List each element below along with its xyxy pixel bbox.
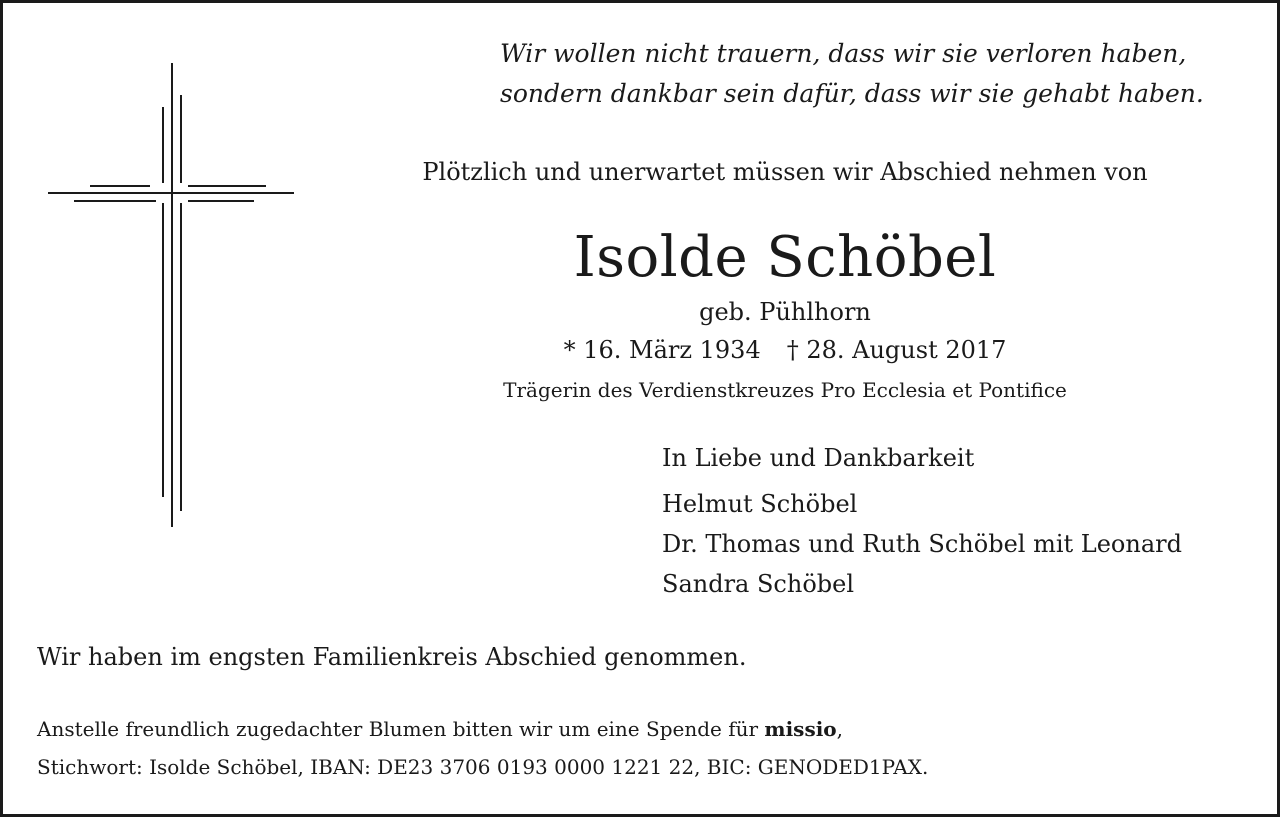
mourners-intro: In Liebe und Dankbarkeit (662, 444, 975, 472)
donation-line-2: Stichwort: Isolde Schöbel, IBAN: DE23 3706 0193 0000 1221 22, BIC: GENODED1PAX. (37, 755, 929, 779)
announcement-intro: Plötzlich und unerwartet müssen wir Abschied nehmen von (422, 158, 1148, 186)
donation-recipient: missio (764, 717, 837, 741)
donation-request (37, 710, 928, 786)
motto-quote (500, 34, 1240, 114)
deceased-name: Isolde Schöbel (573, 225, 997, 290)
death-date: † 28. August 2017 (786, 336, 1007, 364)
motto-line-2: sondern dankbar sein dafür, dass wir sie gehabt haben. (500, 79, 1204, 108)
donation-text: Anstelle freundlich zugedachter Blumen bitten wir um eine Spende für (37, 717, 765, 741)
motto-line-1: Wir wollen nicht trauern, dass wir sie verloren haben, (500, 39, 1187, 68)
mourners-block (662, 444, 1262, 604)
mourner-name: Dr. Thomas und Ruth Schöbel mit Leonard (662, 530, 1182, 558)
mourner-name: Helmut Schöbel (662, 490, 858, 518)
birth-date: * 16. März 1934 (563, 336, 761, 364)
mourner-name: Sandra Schöbel (662, 570, 855, 598)
life-dates (390, 336, 1180, 364)
donation-line-1 (37, 710, 928, 748)
maiden-name: geb. Pühlhorn (699, 298, 871, 326)
farewell-notice: Wir haben im engsten Familienkreis Abschied genommen. (37, 643, 747, 671)
cross-icon (40, 55, 310, 535)
award-line: Trägerin des Verdienstkreuzes Pro Ecclesia et Pontifice (503, 378, 1067, 402)
donation-punctuation: , (836, 717, 843, 741)
